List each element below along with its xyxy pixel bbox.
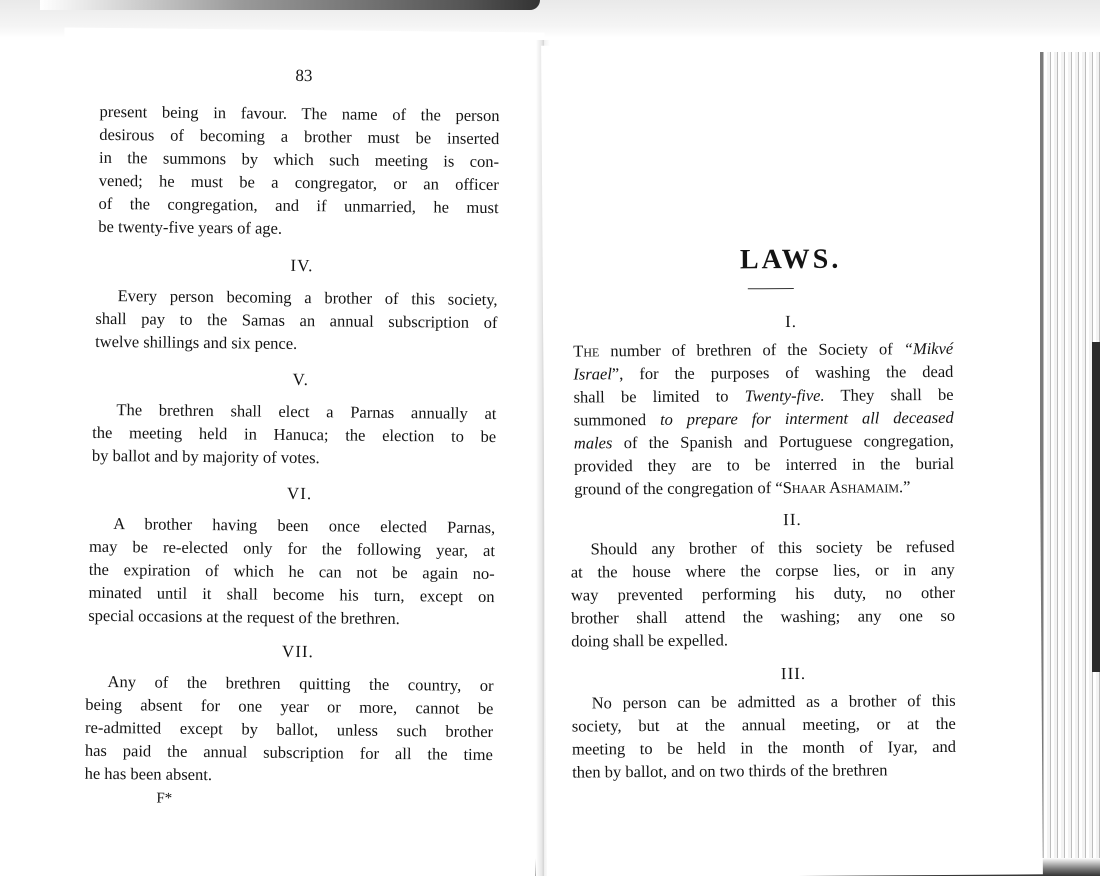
section-heading-v: V. [292,369,310,390]
text-line: by ballot and by majority of votes. [91,445,320,468]
text-line: may be re-elected only for the following year, at [88,536,496,561]
text-line: the expiration of which he can not be again no- [88,559,495,584]
text-line [572,689,956,715]
section-iv-paragraph [95,284,498,357]
text-line: twelve shillings and six pence. [95,331,298,353]
text-line: A brother having been once elected Parnas, [113,514,496,538]
text-line: in the summons by which such meeting is con- [98,147,500,172]
section-iii-paragraph [572,689,957,784]
section-heading-vi: VI. [286,483,313,504]
text-run: to prepare for interment all deceased [659,407,954,429]
page-title: LAWS. [739,243,842,276]
text-run: society, but at the annual meeting, or at the [571,713,956,736]
text-run: Shaar Ashamaim [782,477,900,498]
text-run: at the house where the corpse lies, or in any [570,559,955,582]
text-run: ”, for the purposes of washing the dead [611,361,954,384]
text-line [572,712,956,738]
text-line [574,475,954,501]
text-line: shall pay to the Samas an annual subscription of [95,308,498,333]
text-line [574,452,954,478]
text-run: way prevented performing his duty, no other [570,582,955,605]
text-line: Every person becoming a brother of this society, [117,286,498,310]
text-run: ground of the congregation of “ [574,478,783,499]
text-run: doing shall be expelled. [571,630,729,651]
section-v-paragraph [92,398,497,471]
right-page [541,42,1043,877]
text-line [571,535,955,561]
text-run: of the Spanish and Portuguese congregation, [612,430,954,453]
text-line: he has been absent. [84,763,213,785]
intro-paragraph [98,100,499,242]
text-line: of the congregation, and if unmarried, he must [98,193,499,218]
text-run: They shall be [824,384,954,405]
text-run: Should any brother of this society be refused [590,536,955,559]
text-line: has paid the annual subscription for all the time [84,740,493,765]
section-i-paragraph [573,337,954,501]
text-line: special occasions at the request of the brethren. [88,605,400,629]
text-run: .” [898,477,911,497]
text-line [571,604,955,630]
text-line: vened; he must be a congregator, or an officer [98,170,499,195]
text-line: being absent for one year or more, cannot be [85,694,494,719]
page-number: 83 [295,65,313,86]
section-heading-iv: IV. [290,255,314,276]
text-run: Israel [573,364,612,384]
text-line [574,429,954,455]
text-run: provided they are to be interred in the burial [573,453,955,476]
text-line [574,406,954,432]
text-line [573,360,953,386]
text-line: minated until it shall become his turn, except on [88,582,495,607]
left-page [56,28,545,879]
section-vii-paragraph [85,670,494,789]
text-line [573,337,953,363]
text-run: shall be limited to [573,386,745,407]
text-run: number of brethren of the Society of [599,339,904,361]
text-run: No person can be admitted as a brother of this [591,690,956,713]
text-line [571,558,955,584]
text-line [572,735,956,761]
section-heading-i: I. [784,311,798,332]
text-line [573,383,953,409]
text-run: “Mikvé [903,338,954,359]
section-heading-iii: III. [780,663,807,684]
book-spine-shadow [40,0,540,10]
text-run: Twenty-five. [744,385,825,406]
page-stack-edge [1040,52,1100,876]
page-stack-shadow [1092,342,1100,672]
section-heading-ii: II. [783,509,802,530]
text-run: then by ballot, and on two thirds of the brethren [572,760,888,782]
section-vi-paragraph [88,512,495,631]
text-line: be twenty-five years of age. [98,216,283,238]
title-rule [748,288,794,289]
text-run: The [573,341,600,361]
text-line [572,758,956,784]
text-line [571,627,955,653]
text-line: the meeting held in Hanuca; the election to be [92,422,497,447]
text-run: males [573,433,613,453]
text-run: summoned [573,409,661,430]
text-line: re-admitted except by ballot, unless such brother [85,717,494,742]
signature-mark: F* [156,790,173,807]
section-ii-paragraph [571,535,956,653]
text-run: meeting to be held in the month of Iyar, and [571,736,957,759]
text-line: Any of the brethren quitting the country, or [107,671,494,696]
section-heading-vii: VII. [281,641,314,662]
text-line [571,581,955,607]
text-run: brother shall attend the washing; any one so [571,605,956,628]
text-line: present being in favour. The name of the person [99,101,500,126]
text-line: The brethren shall elect a Parnas annually at [116,400,497,424]
text-line: desirous of becoming a brother must be inserted [99,124,500,149]
